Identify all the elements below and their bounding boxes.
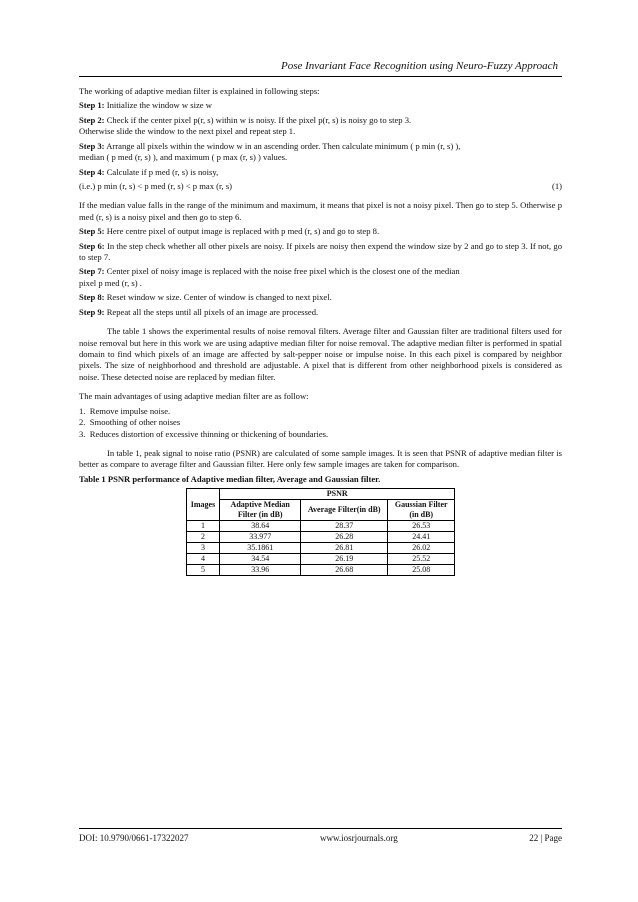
cell-gaussian: 25.08	[388, 565, 455, 576]
step-4-label: Step 4:	[79, 166, 105, 177]
step-1-label: Step 1:	[79, 100, 105, 111]
step-3-label: Step 3:	[79, 140, 105, 151]
step-1	[79, 100, 562, 111]
cell-gaussian: 26.53	[388, 521, 455, 532]
page-footer	[79, 828, 562, 843]
cell-image: 5	[186, 565, 219, 576]
step-9	[79, 307, 562, 318]
step-7	[79, 266, 562, 289]
step-5-text: Here centre pixel of output image is replaced with p med (r, s) and go to step 8.	[106, 226, 380, 237]
equation-1-body: (i.e.) p min (r, s) < p med (r, s) < p max (r, s)	[79, 180, 233, 191]
psnr-table	[186, 488, 455, 576]
step-3	[79, 141, 562, 164]
cell-average: 26.68	[301, 565, 388, 576]
cell-gaussian: 25.52	[388, 554, 455, 565]
step-9-text: Repeat all the steps until all pixels of an image are processed.	[106, 306, 319, 317]
cell-image: 3	[186, 543, 219, 554]
step-1-text: Initialize the window w size w	[106, 100, 212, 111]
col-images-header: Images	[186, 489, 219, 521]
cell-adaptive: 38.64	[220, 521, 301, 532]
cell-average: 28.37	[301, 521, 388, 532]
step-9-label: Step 9:	[79, 306, 105, 317]
cell-gaussian: 26.02	[388, 543, 455, 554]
cell-image: 2	[186, 532, 219, 543]
cell-average: 26.81	[301, 543, 388, 554]
noisy-paragraph-b: Then go to step 5. Otherwise p med (r, s) is a noisy pixel and then go to step 6.	[79, 200, 562, 222]
step-2-label: Step 2:	[79, 114, 105, 125]
step-6-label: Step 6:	[79, 240, 105, 251]
table-row	[186, 565, 454, 576]
noisy-paragraph	[79, 200, 562, 223]
cell-adaptive: 33.977	[220, 532, 301, 543]
equation-1	[79, 181, 562, 192]
cell-average: 26.19	[301, 554, 388, 565]
advantages-list	[79, 406, 562, 440]
step-3-text-a: Arrange all pixels within the window w in an ascending order. Then calculate minimum ( p min (r, s) ),	[106, 140, 461, 151]
footer-page-number: 22 | Page	[529, 833, 562, 843]
equation-1-number: (1)	[551, 180, 562, 191]
footer-doi: DOI: 10.9790/0661-17322027	[79, 833, 189, 843]
advantages-intro: The main advantages of using adaptive median filter are as follow:	[79, 391, 309, 402]
step-3-text-b: median ( p med (r, s) ), and maximum ( p max (r, s) ) values.	[79, 152, 288, 163]
cell-adaptive: 33.96	[220, 565, 301, 576]
table-subheader-row	[186, 500, 454, 521]
step-8-label: Step 8:	[79, 292, 105, 303]
running-header: Pose Invariant Face Recognition using Neuro-Fuzzy Approach	[281, 60, 558, 72]
col-adaptive-header: Adaptive Median Filter (in dB)	[220, 500, 301, 521]
table-row	[186, 543, 454, 554]
step-7-text-b: pixel p med (r, s) .	[79, 277, 142, 288]
cell-adaptive: 34.54	[220, 554, 301, 565]
table-row	[186, 532, 454, 543]
table-header-row	[186, 489, 454, 500]
step-7-text-a: Center pixel of noisy image is replaced with the noise free pixel which is the closest one of the median	[106, 266, 460, 277]
step-2	[79, 115, 562, 138]
cell-average: 26.28	[301, 532, 388, 543]
list-item: 3. Reduces distortion of excessive thinning or thickening of boundaries.	[79, 428, 329, 439]
step-8	[79, 292, 562, 303]
step-8-text: Reset window w size. Center of window is changed to next pixel.	[106, 292, 332, 303]
step-2-text-b: Otherwise slide the window to the next pixel and repeat step 1.	[79, 126, 296, 137]
cell-gaussian: 24.41	[388, 532, 455, 543]
col-gaussian-header: Gaussian Filter (in dB)	[388, 500, 455, 521]
col-average-header: Average Filter(in dB)	[301, 500, 388, 521]
step-2-text-a: Check if the center pixel p(r, s) within w is noisy. If the pixel p(r, s) is noisy go to step 3.	[106, 114, 412, 125]
psnr-paragraph: In table 1, peak signal to noise ratio (PSNR) are calculated of some sample images. It is seen that PSNR of adaptive median filter is better as compare to average filter and Gaussian filter. Here only few sample images are taken for comparison.	[79, 447, 562, 470]
table-caption: Table 1 PSNR performance of Adaptive median filter, Average and Gaussian filter.	[79, 473, 381, 484]
table-row	[186, 554, 454, 565]
header-rule	[79, 76, 562, 77]
step-4	[79, 167, 562, 178]
cell-image: 1	[186, 521, 219, 532]
intro-text: The working of adaptive median filter is explained in following steps:	[79, 86, 320, 96]
list-item: 1. Remove impulse noise.	[79, 405, 171, 416]
footer-site: www.iosrjournals.org	[319, 833, 398, 843]
step-5	[79, 226, 562, 237]
step-7-label: Step 7:	[79, 266, 105, 277]
cell-image: 4	[186, 554, 219, 565]
psnr-group-header: PSNR	[220, 489, 455, 500]
step-6	[79, 241, 562, 264]
table-row	[186, 521, 454, 532]
step-5-label: Step 5:	[79, 226, 105, 237]
table-discussion-paragraph: The table 1 shows the experimental results of noise removal filters. Average filter and Gaussian filter are traditional filters used for noise removal but here in this work we are using adaptive median filter for noise removal. The adaptive median filter is performed in spatial domain to find which pixels of an image are affected by salt-pepper noise or impulse noise. In this each pixel is compared by neighbor pixels. The size of neighborhood and threshold are adjustable. A pixel that is different from other neighborhood pixels is considered as noise. These detected noise are replaced by median filter.	[79, 326, 562, 382]
cell-adaptive: 35.1861	[220, 543, 301, 554]
step-6-text: In the step check whether all other pixels are noisy. If pixels are noisy then expend the window size by 2 and go to step 3. If not, go to step 7.	[79, 240, 562, 263]
page-body	[79, 86, 562, 576]
step-4-text: Calculate if p med (r, s) is noisy,	[106, 166, 219, 177]
list-item: 2. Smoothing of other noises	[79, 417, 181, 428]
noisy-paragraph-a: If the median value falls in the range of the minimum and maximum, it means that pixel is not a noisy pixel.	[79, 200, 454, 211]
